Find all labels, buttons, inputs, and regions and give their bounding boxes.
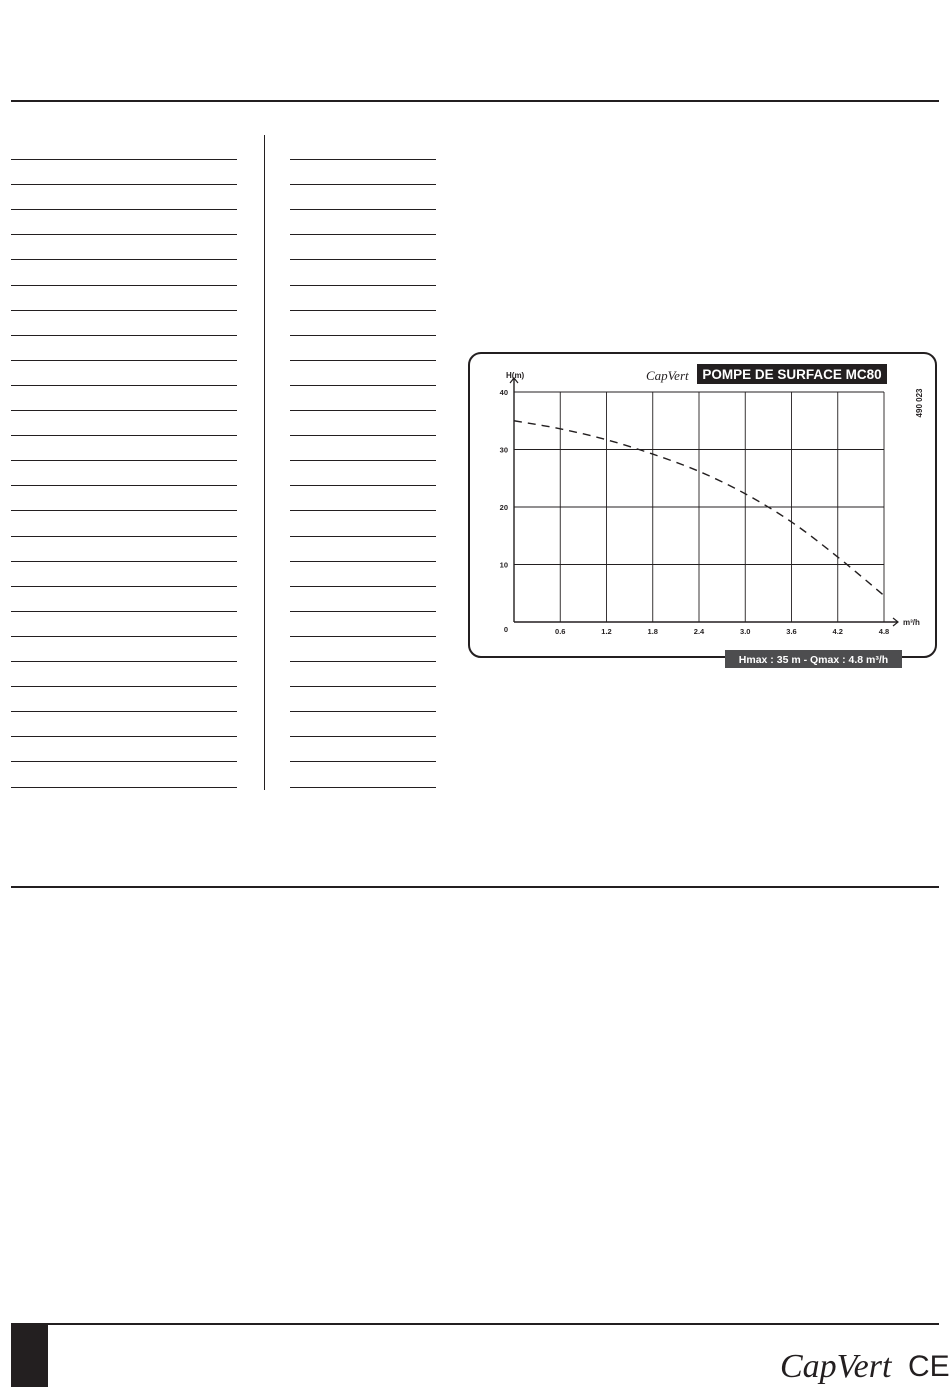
y-tick-label: 20 [499,503,508,512]
x-axis-label: m³/h [903,618,920,627]
chart-tick-labels [500,388,890,636]
y-tick-label: 10 [499,560,508,570]
ce-mark: CE [908,1350,950,1383]
chart-title: POMPE DE SURFACE MC80 [702,367,882,382]
x-tick-label: 4.2 [832,627,843,636]
y-axis-label: H(m) [506,371,525,380]
x-tick-label: 0.6 [555,627,566,636]
y-tick-label: 40 [499,388,508,397]
footer-logo: CapVert [780,1348,892,1385]
x-tick-label: 2.4 [693,627,705,636]
y-tick-label: 30 [499,445,508,455]
x-tick-label: 1.8 [647,627,658,636]
page-tab-block [11,1325,48,1387]
product-code: 490 023 [915,388,924,418]
card-logo: CapVert [646,368,689,383]
chart-axes [510,378,898,626]
x-tick-label: 4.8 [878,627,890,636]
summary-text: Hmax : 35 m - Qmax : 4.8 m³/h [738,654,889,666]
chart-grid [514,392,884,622]
x-tick-label: 3.0 [740,627,751,636]
x-tick-label: 1.2 [601,627,612,636]
y-tick-label: 0 [503,625,508,634]
x-tick-label: 3.6 [786,627,797,636]
